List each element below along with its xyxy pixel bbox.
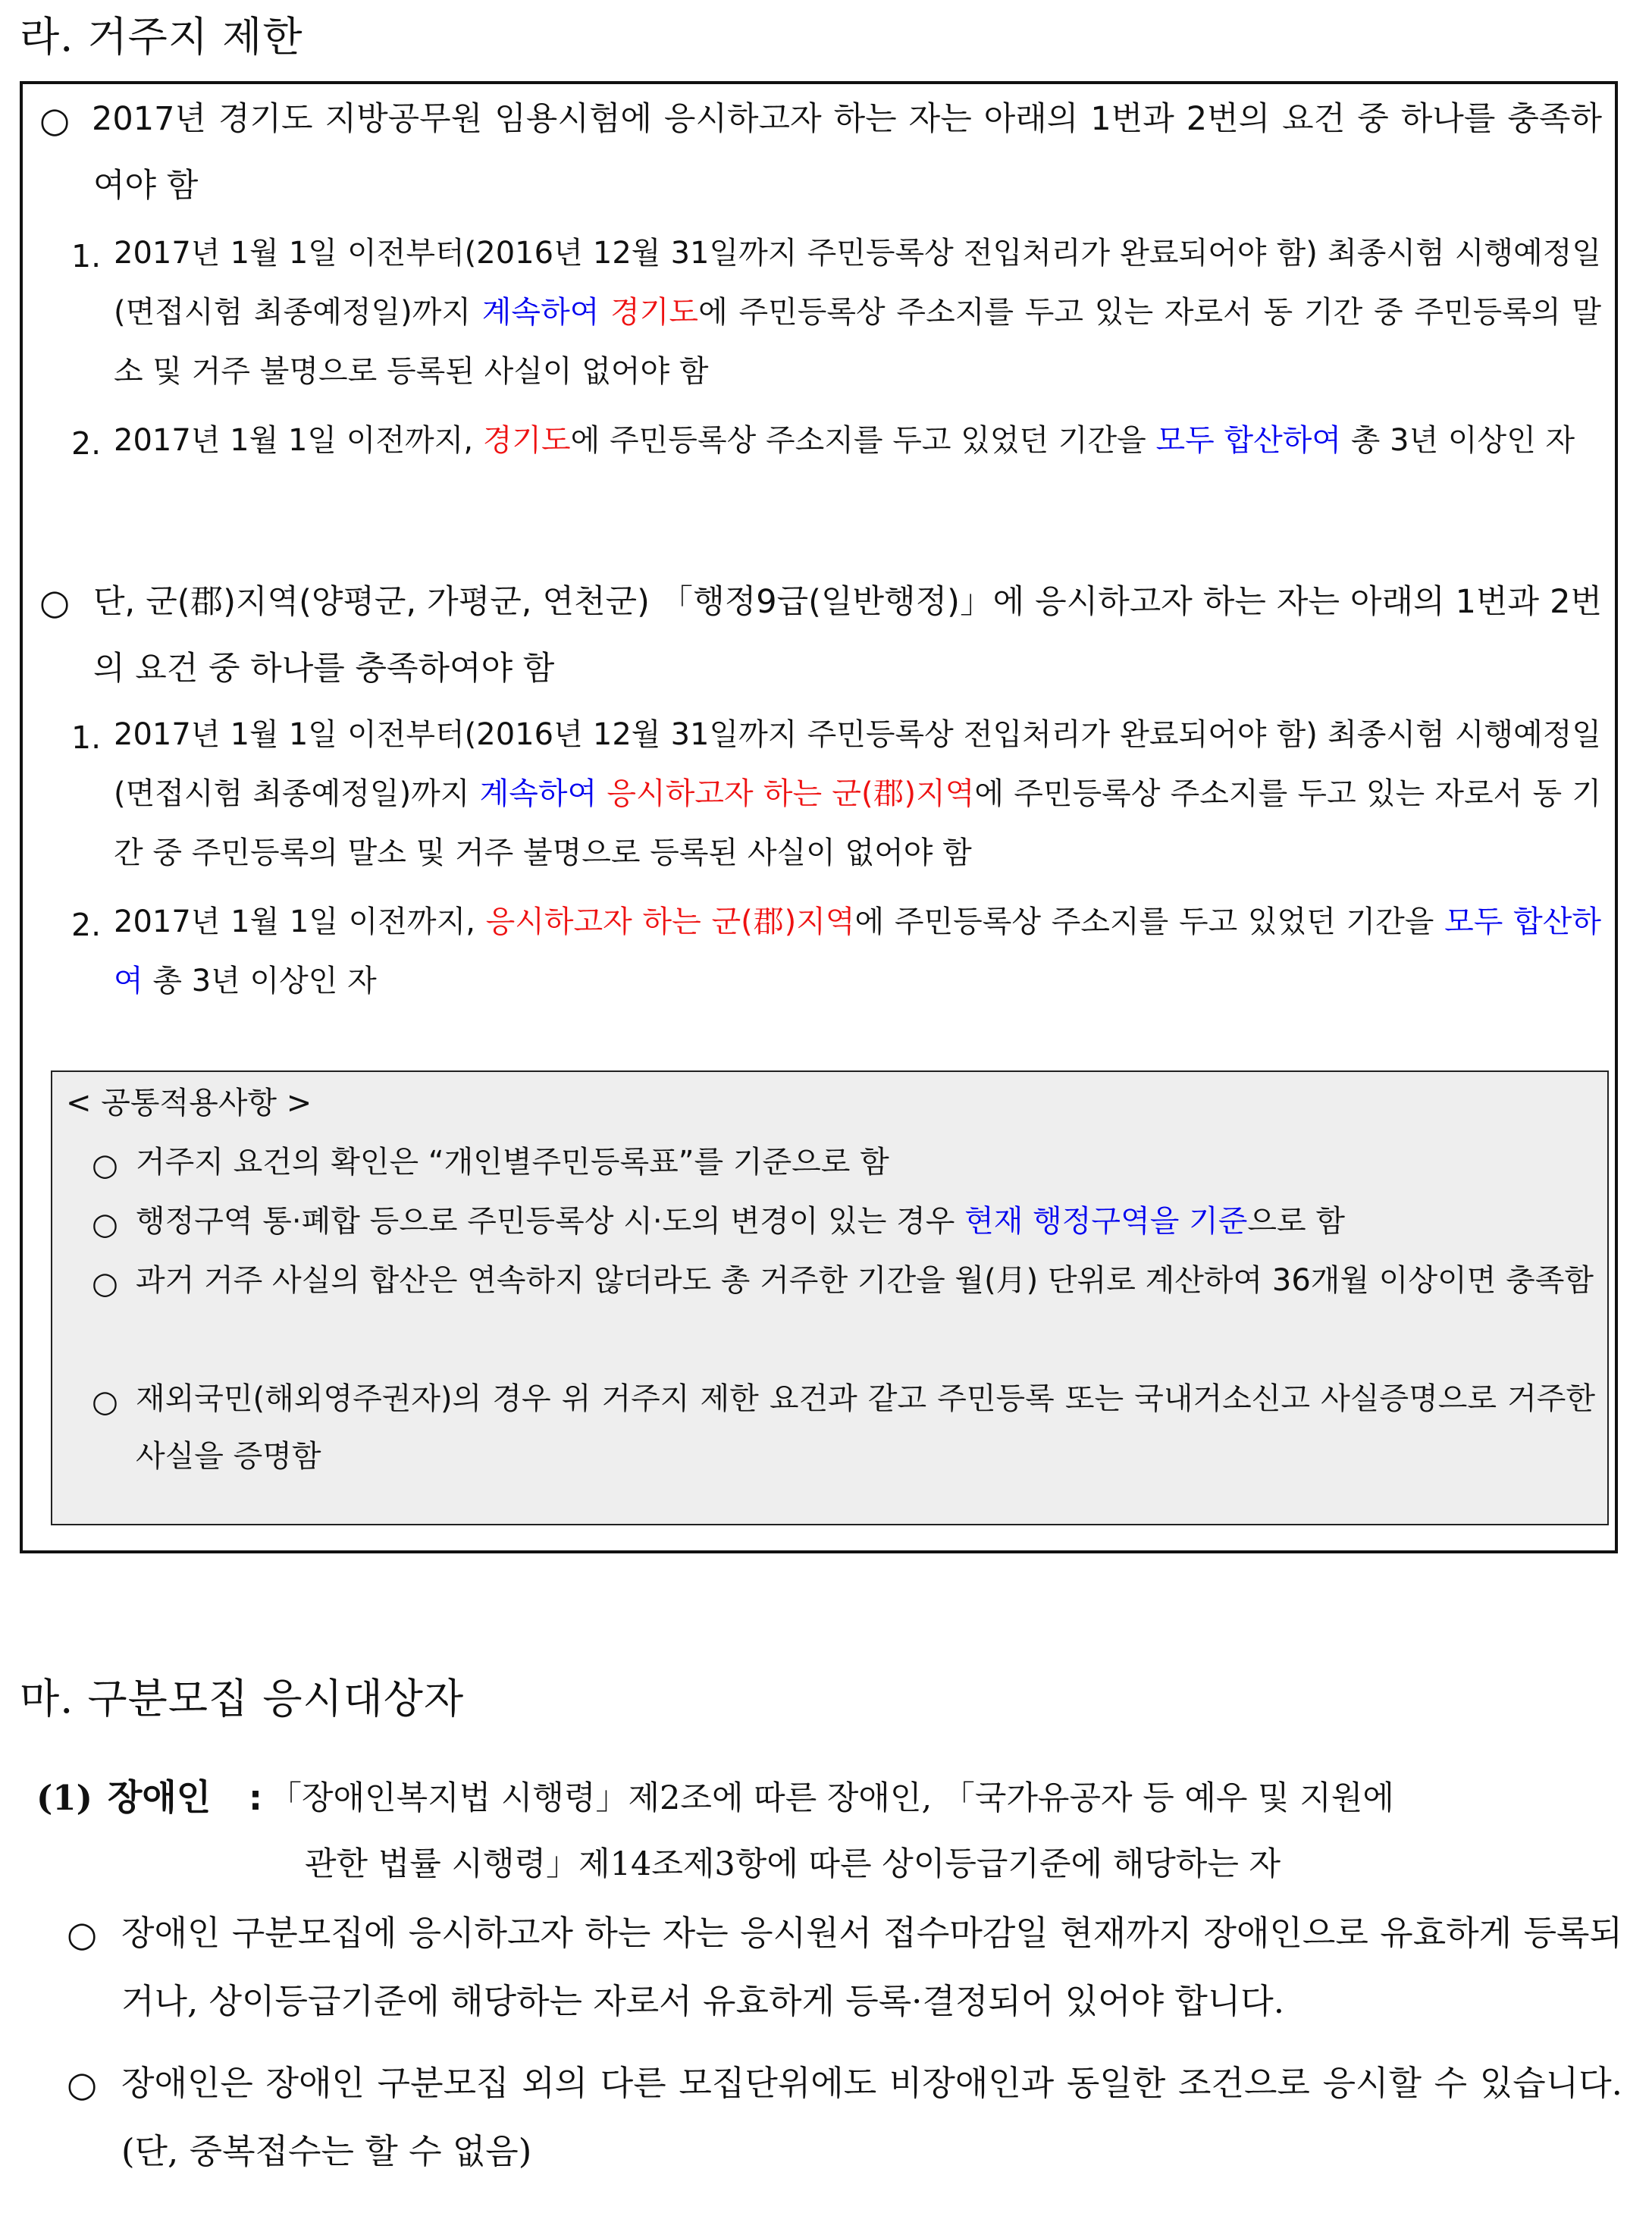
common-application-box [51,1070,1609,1525]
common-item-1: 거주지 요건의 확인은 “개인별주민등록표”를 기준으로 함 [136,1145,889,1180]
disabled-colon: : [249,1778,262,1818]
residence-item-1-sub-1-number: 1. [71,238,102,274]
disabled-definition-line-2: 관한 법률 시행령」제14조제3항에 따른 상이등급기준에 해당하는 자 [305,1845,1281,1883]
section-heading-category: 마. 구분모집 응시대상자 [20,1675,465,1722]
highlight-all-summed: 모두 합산하여 [114,904,1602,998]
residence-item-2-sub-1: 2017년 1월 1일 이전부터(2016년 12월 31일까지 주민등록상 전입처리가 완료되어야 함) 최종시험 시행예정일(면접시험 최종예정일)까지 계속하여 응시하고자 하는 군(郡)지역에 주민등록상 주소지를 두고 있는 자로서 동 기간 중 주민등록의 말소 및 거주 불명으로 등록된 사실이 없어야 함 [114,717,1601,870]
disabled-label: 장애인 [108,1777,212,1819]
bullet-circle-icon: ○ [92,1266,118,1301]
residence-item-1-text: 2017년 경기도 지방공무원 임용시험에 응시하고자 하는 자는 아래의 1번과 2번의 요건 중 하나를 충족하여야 함 [92,100,1602,205]
section-heading-residence: 라. 거주지 제한 [20,13,303,61]
residence-item-1-sub-2-number: 2. [71,425,102,462]
common-application-title: < 공통적용사항 > [66,1086,312,1121]
highlight-gyeonggi: 경기도 [482,423,571,458]
bullet-circle-icon: ○ [39,99,71,140]
disabled-definition-line-1: 「장애인복지법 시행령」제2조에 따른 장애인, 「국가유공자 등 예우 및 지원에 [269,1779,1394,1817]
disabled-note-1: 장애인 구분모집에 응시하고자 하는 자는 응시원서 접수마감일 현재까지 장애인으로 유효하게 등록되거나, 상이등급기준에 해당하는 자로서 유효하게 등록·결정되어 있어야 합니다. [121,1913,1622,2021]
residence-item-1-sub-1: 2017년 1월 1일 이전부터(2016년 12월 31일까지 주민등록상 전입처리가 완료되어야 함) 최종시험 시행예정일(면접시험 최종예정일)까지 계속하여 경기도에 주민등록상 주소지를 두고 있는 자로서 동 기간 중 주민등록의 말소 및 거주 불명으로 등록된 사실이 없어야 함 [114,236,1602,389]
common-item-4: 재외국민(해외영주권자)의 경우 위 거주지 제한 요건과 같고 주민등록 또는 국내거소신고 사실증명으로 거주한 사실을 증명함 [136,1381,1595,1474]
residence-item-2-sub-2-number: 2. [71,907,102,943]
highlight-gyeonggi: 경기도 [610,295,699,330]
residence-item-2-sub-1-number: 1. [71,719,102,756]
bullet-circle-icon: ○ [92,1148,118,1183]
disabled-number: (1) [36,1778,92,1818]
residence-item-2-sub-2: 2017년 1월 1일 이전까지, 응시하고자 하는 군(郡)지역에 주민등록상 주소지를 두고 있었던 기간을 모두 합산하여 총 3년 이상인 자 [114,904,1602,998]
highlight-current-district: 현재 행정구역을 기준 [964,1204,1248,1239]
highlight-all-summed: 모두 합산하여 [1155,423,1342,458]
common-item-3: 과거 거주 사실의 합산은 연속하지 않더라도 총 거주한 기간을 월(月) 단위로 계산하여 36개월 이상이면 충족함 [136,1263,1594,1298]
highlight-target-county: 응시하고자 하는 군(郡)지역 [485,904,855,939]
bullet-circle-icon: ○ [67,2064,98,2105]
highlight-continuous: 계속하여 [479,776,597,811]
bullet-circle-icon: ○ [92,1207,118,1242]
common-item-2: 행정구역 통·폐합 등으로 주민등록상 시·도의 변경이 있는 경우 현재 행정구역을 기준으로 함 [136,1204,1345,1239]
bullet-circle-icon: ○ [92,1384,118,1419]
bullet-circle-icon: ○ [67,1914,98,1954]
residence-item-1-sub-2: 2017년 1월 1일 이전까지, 경기도에 주민등록상 주소지를 두고 있었던 기간을 모두 합산하여 총 3년 이상인 자 [114,423,1575,458]
highlight-target-county: 응시하고자 하는 군(郡)지역 [607,776,975,811]
residence-item-2-text: 단, 군(郡)지역(양평군, 가평군, 연천군) 「행정9급(일반행정)」에 응시하고자 하는 자는 아래의 1번과 2번의 요건 중 하나를 충족하여야 함 [93,583,1602,688]
bullet-circle-icon: ○ [39,581,71,622]
highlight-continuous: 계속하여 [481,295,600,330]
disabled-note-2: 장애인은 장애인 구분모집 외의 다른 모집단위에도 비장애인과 동일한 조건으로 응시할 수 있습니다. (단, 중복접수는 할 수 없음) [121,2063,1622,2171]
